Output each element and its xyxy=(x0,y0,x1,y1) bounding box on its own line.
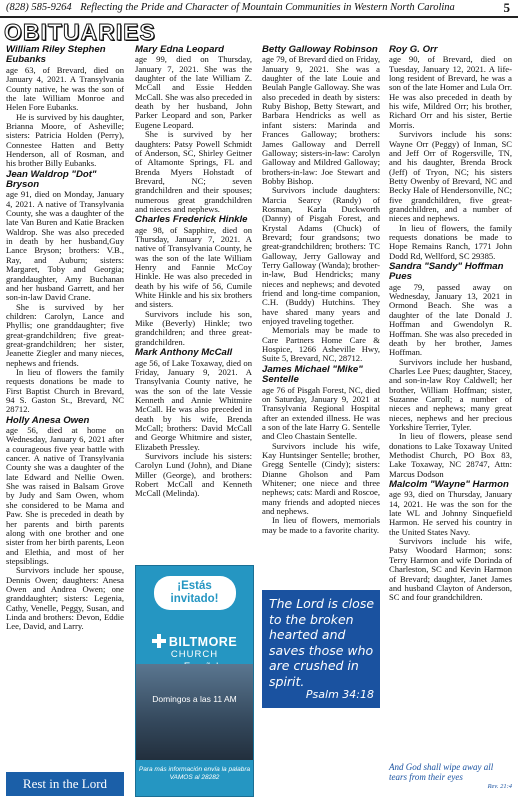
psalm-verse-box xyxy=(262,590,380,708)
obituary-paragraph: age 98, of Sapphire, died on Thursday, January 7, 2021. A native of Transylvania County, he was the son of the late William Henry and Fannie McCoy Hinkle. He was also preceded in death by his wife of 56, Cumile White Hinkle and his six brothers and sisters. xyxy=(135,224,252,310)
obituary-name: James Michael "Mike" Sentelle xyxy=(262,363,363,386)
ad-info: Para más información envía la palabra VAMOS al 28282 xyxy=(138,766,251,781)
phone-number: (828) 585-9264 xyxy=(6,2,72,13)
obituary-name: Charles Frederick Hinkle xyxy=(135,214,248,226)
obituary-paragraph: He is survived by his daughter, Brianna Moore, of Asheville; sisters: Patricia Holden (Perry), Connestee Hatten and Betty Henderson, all of Rosman, and his brother Billy Eubanks. xyxy=(6,111,124,169)
page-header xyxy=(0,0,518,18)
obituary-paragraph: She is survived by her daughters: Patsy Powell Schmidt of Anderson, SC, Shirley Geitner of Altamonte Springs, FL and Brenda Myers Hohstadt of Brevard, NC; seven grandchildren and their spouses; numerous great grandchildren and nieces and nephews. xyxy=(135,129,252,214)
obituary-name: Jean Waldrop "Dot" Bryson xyxy=(6,168,97,190)
ad-schedule: Domingos a las 11 AM xyxy=(152,694,237,704)
ad-speech-bubble: ¡Estás invitado! xyxy=(154,576,236,610)
obituary-paragraph: In lieu of flowers, memorials may be made to a favorite charity. xyxy=(262,515,380,535)
obituary-paragraph: age 99, died on Thursday, January 7, 2021. She was the daughter of the late William Z. McCall and Essie Hedden McCall. She was also preceded in death by her husband, John Parker Leopard and son, Parker Eugene Leopard. xyxy=(135,54,252,130)
verse-text: The Lord is close to the broken hearted and saves those who are crushed in spirit. xyxy=(269,596,375,689)
obituary-paragraph: In lieu of flowers the family requests donations be made to First Baptist Church in Brevard, 94 S. Gaston St., Brevard, NC 28712. xyxy=(6,366,124,415)
church-advertisement[interactable] xyxy=(135,565,254,797)
verse-reference: Rev. 21:4 xyxy=(487,783,512,790)
obituary-paragraph: age 56, of Lake Toxaway, died on Friday, January 9, 2021. A Transylvania County native, he was the son of the late Vessie Kenneth and Annie Whitmire McCall. He was also preceded in death by his wife, Brenda McCall; brothers: David McCall and George Whitmire and sister, Elizabeth Pressley. xyxy=(135,357,252,452)
page-number: 5 xyxy=(503,0,510,15)
cross-icon xyxy=(152,634,166,648)
obituary-paragraph: age 56, died at home on Wednesday, January 6, 2021 after a courageous five year battle with cancer. A native of Transylvania County she was a daughter of the late Edward and Nellie Owen. She was raised in Balsam Grove by Judy and Sam Owen, whom she considered to be Mama and Paw. She is preceded in death by her parents and birth parents along with one brother and one sister from her birth parents, Leon and Elethia, and most of her stepsiblings. xyxy=(6,425,124,566)
obituary-name: William Riley Stephen Eubanks xyxy=(6,44,106,66)
obituary-paragraph: Memorials may be made to Care Partners Home Care & Hospice, 1266 Asheville Hwy, Suite 5, Brevard, NC, 28712. xyxy=(262,325,380,364)
obituary-paragraph: Survivors include his sisters: Carolyn Lund (John), and Diane Miller (George), and brothers: Robert McCall and Kenneth McCall (Melinda). xyxy=(135,450,252,499)
obituary-paragraph: In lieu of flowers, please send donations to Lake Toxaway United Methodist Church, PO Box 83, Lake Toxaway, NC 28747, Attn: Marcus Dodson xyxy=(389,431,512,479)
tagline: Reflecting the Pride and Character of Mountain Communities in Western North Carolina xyxy=(80,2,455,13)
obituary-paragraph: Survivors include his son, Mike (Beverly) Hinkle; two grandchildren; and three great-grandchildren. xyxy=(135,308,252,347)
section-title: OBITUARIES xyxy=(4,19,156,45)
obituary-name: Malcolm "Wayne" Harmon xyxy=(389,479,509,490)
obituary-paragraph: Survivors include his wife, Patsy Woodard Harmon; sons: Terry Harmon and wife Dorinda of Charleston, SC and Kevin Harmon of Brevard; daughter, Janet James and husband Clayton of Anderson, SC and four grandchildren. xyxy=(389,536,512,603)
rest-in-the-lord-banner: Rest in the Lord xyxy=(6,772,124,796)
obituary-name: Holly Anesa Owen xyxy=(6,414,90,426)
obituary-name: Roy G. Orr xyxy=(389,44,438,55)
obituary-paragraph: Survivors include daughters: Marcia Searcy (Randy) of Rosman, Karla Duckworth (Danny) of Pisgah Forest, and Krystal Adams (Chuck) of Brevard; four grandsons; two great-grandchildren; brothers: TC Galloway, Jerry Galloway and Terry Galloway (Wanda); brother-in-law, Bud Hendricks; many nieces and nephews; and devoted friend and long-time companion, C.H. (Buddy) Hutchins. They have shared many years and enjoyed traveling together. xyxy=(262,185,380,327)
obituary-paragraph: age 76 of Pisgah Forest, NC, died on Saturday, January 9, 2021 at Transylvania Regional Hospital after an extended illness. He was a son of the late Harry G. Sentelle and Cleo Chastain Sentelle. xyxy=(262,384,380,442)
obituary-paragraph: Survivors include his sons: Wayne Orr (Peggy) of Inman, SC and Jeff Orr of Rogersville, TN, and his daughter, Brenda Brock (Jeff) of Tryon, NC; his sisters Betty Owenby of Brevard, NC and Becky Hale of Hendersonville, NC; five grandchildren, five great-grandchildren, and a number of nieces and nephews. xyxy=(389,129,512,224)
obituary-paragraph: age 93, died on Thursday, January 14, 2021. He was the son for the late WL and Johnny Sinquefield Harmon. He served his country in the United States Navy. xyxy=(389,489,512,537)
obituary-paragraph: age 79, of Brevard died on Friday, January 9, 2021. She was a daughter of the late Louie and Beulah Pangle Galloway. She was also preceded in death by sisters: Ruby Bishop, Betty Stewart, and Barbara Hendricks as well as infant sisters: Marinda and Frances Galloway; brothers: James Galloway and Derrell Galloway; sisters-in-law: Carolyn Galloway and Mildred Galloway; brothers-in-law: Joe Stewart and Bobby Bishop. xyxy=(262,54,380,186)
revelation-verse xyxy=(389,762,512,792)
obituary-name: Mark Anthony McCall xyxy=(135,347,233,359)
column-3 xyxy=(262,44,380,535)
ad-brand-2: CHURCH xyxy=(170,649,219,660)
obituary-paragraph: age 63, of Brevard, died on January 4, 2021. A Transylvania County native, he was the son of the late William Monroe and Helen Fore Eubanks. xyxy=(6,64,124,113)
obituary-name: Sandra "Sandy" Hoffman Pues xyxy=(389,260,504,283)
verse-text: And God shall wipe away all tears from their eyes xyxy=(389,762,494,782)
obituary-paragraph: She is survived by her children: Carolyn, Lance and Phyllis; one granddaughter; five great-grandchildren; five great-great-grandchildren; her sister, Jeanette Ziegler and many nieces, nephews and friends. xyxy=(6,301,124,368)
obituary-name: Mary Edna Leopard xyxy=(135,44,225,55)
column-1 xyxy=(6,44,124,632)
ad-photo xyxy=(136,664,253,760)
obituary-paragraph: age 90, of Brevard, died on Tuesday, January 12, 2021. A life-long resident of Brevard, he was a son of the late Homer and Lula Orr. He was also preceded in death by his wife, Mildred Orr; his brother, Richard Orr and his sister, Bertie Morris. xyxy=(389,54,512,130)
obituary-paragraph: Survivors include his wife, Kay Huntsinger Sentelle; brother, Gregg Sentelle (Cindy); sisters: Dianne Gholson and Pam Whitener; one niece and three nephews; cats: Mardi and Roscoe, many friends and adopted nieces and nephews. xyxy=(262,440,380,517)
ad-brand-1: BILTMORE xyxy=(168,635,238,649)
column-4 xyxy=(389,44,512,603)
obituary-paragraph: age 91, died on Monday, January 4, 2021. A native of Transylvania County, she was a daughter of the late Van Buren and Katie Bracken Waldrop. She was also preceded in death by her husband,Guy Lance Bryson; brothers: V.B., Ray, and Auburn; sisters: Margaret, Toby and Georgia; granddaughter, Amy Buchanan and her husband Garrett, and her son-in-law David Crane. xyxy=(6,189,124,303)
obituary-paragraph: age 79, passed away on Wednesday, January 13, 2021 in Ormond Beach. She was a daughter of the late Donald J. Hoffman and Gwendolyn R. Hoffman. She was also preceded in death by her brother, James Hoffman. xyxy=(389,281,512,358)
obituary-paragraph: Survivors include her spouse, Dennis Owen; daughters: Anesa Owen and Andrea Owen; one granddaughter; sisters: Legenia, Cathy, Venelle, Peggy, Susan, and Linda and brothers: Devon, Eddie Lee, David, and Larry. xyxy=(6,565,124,632)
obituary-paragraph: In lieu of flowers, the family requests donations be made to Hope Remains Ranch, 1771 John Dodd Rd, Wellford, SC 29385. xyxy=(389,222,512,261)
obituary-paragraph: Survivors include her husband, Charles Lee Pues; daughter, Stacey, and son-in-law Roy Caldwell; her brother, William Hoffman; sister, Suzanne Carroll; a number of nieces and nephews; many great nieces, nephews and her precious Yorkshire Terrier, Tyler. xyxy=(389,356,512,432)
obituary-name: Betty Galloway Robinson xyxy=(262,44,378,55)
column-2 xyxy=(135,44,252,499)
verse-reference: Psalm 34:18 xyxy=(305,687,374,701)
